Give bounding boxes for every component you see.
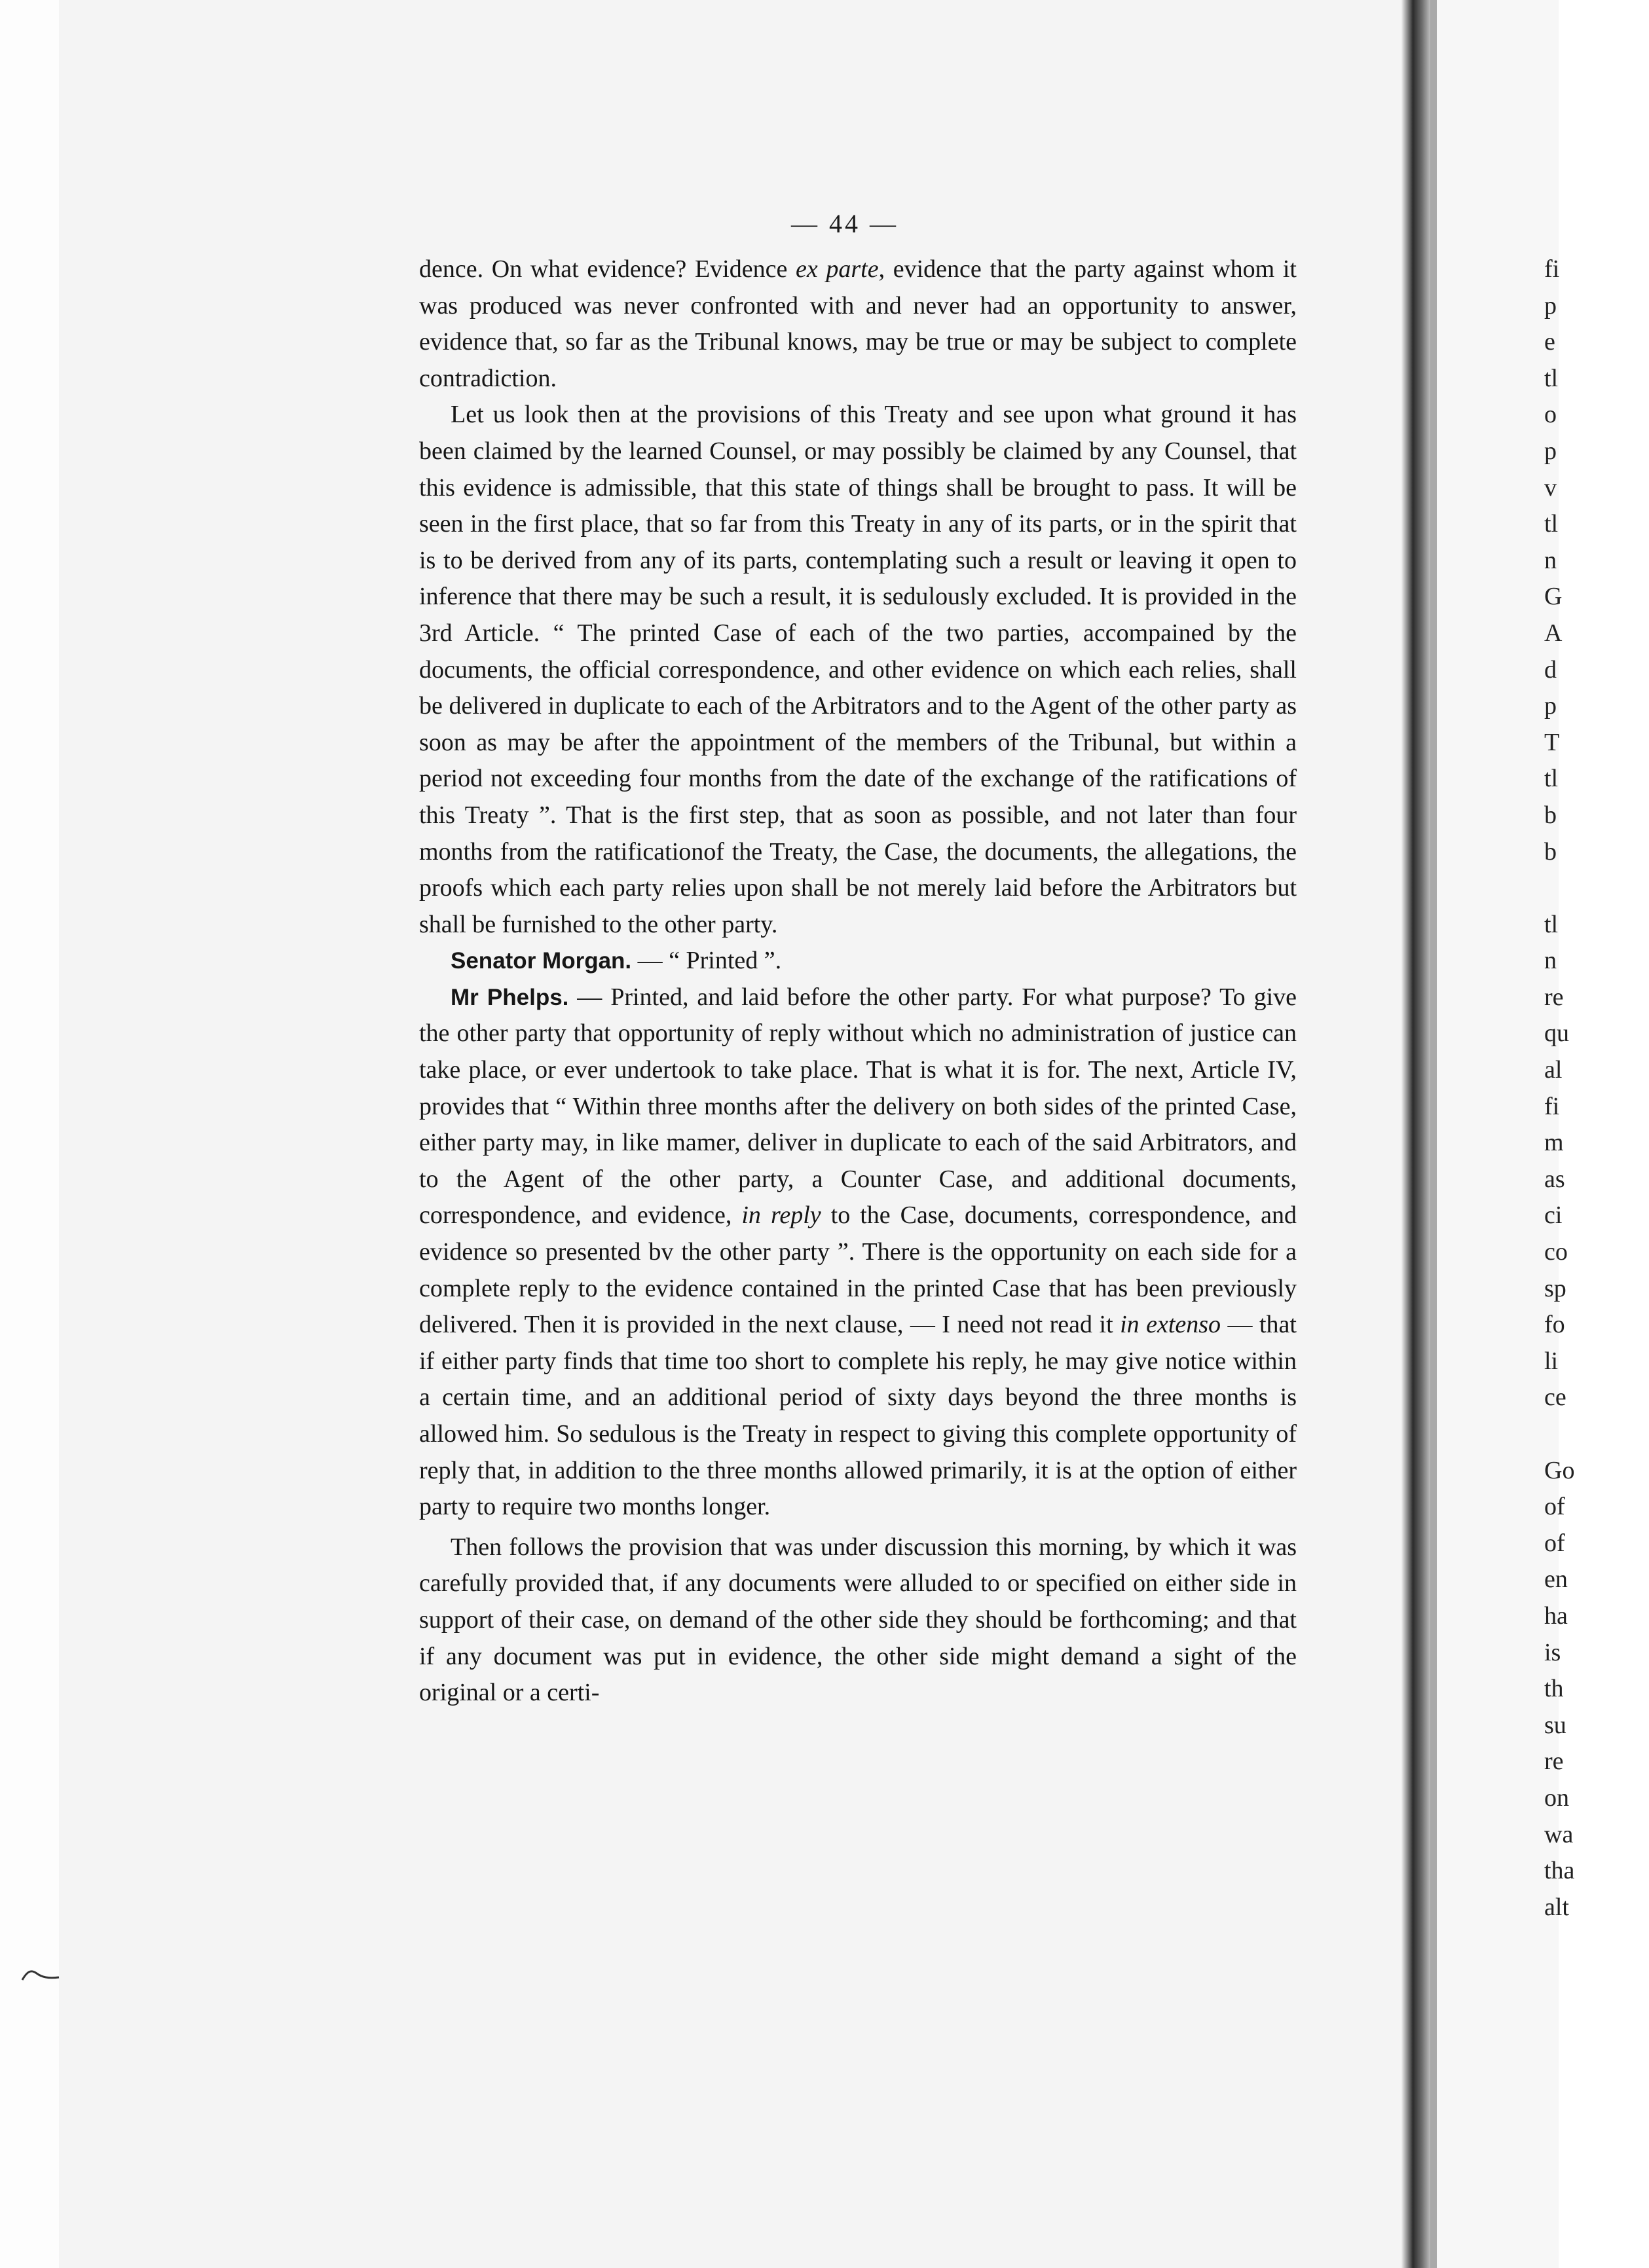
facing-page-fragment: qu xyxy=(1544,1019,1569,1048)
speaker-name: Mr Phelps. xyxy=(451,984,569,1010)
facing-page-fragment: ci xyxy=(1544,1201,1563,1230)
facing-page-fragment: alt xyxy=(1544,1893,1569,1921)
facing-page-fragment: re xyxy=(1544,983,1564,1011)
facing-page-fragment: n xyxy=(1544,947,1557,975)
speaker-name: Senator Morgan. xyxy=(451,948,632,974)
italic-phrase: in extenso xyxy=(1120,1311,1221,1339)
body-text xyxy=(419,251,1297,1711)
paragraph-text: , evidence that the party against whom it was produced was never confronted with and never had an opportunity to answer, evidence that, so far as the Tribunal knows, may be true or may be subject to complete contradiction. xyxy=(419,255,1297,392)
facing-page-fragment: tha xyxy=(1544,1857,1575,1885)
paragraph-provision-discussion: Then follows the provision that was under discussion this morning, by which it was carefully provided that, if any documents were alluded to or specified on either side in support of their case, on demand of the other side they should be forthcoming; and that if any document was put in evidence, the other side might demand a sight of the original or a certi- xyxy=(419,1533,1297,1707)
facing-page-fragment: tl xyxy=(1544,910,1559,938)
facing-page-fragment: b xyxy=(1544,837,1557,866)
facing-page-fragment: li xyxy=(1544,1347,1559,1375)
facing-page-fragment: tl xyxy=(1544,364,1559,392)
margin-ink-mark xyxy=(20,1964,72,1984)
facing-page-fragment: A xyxy=(1544,619,1563,647)
facing-page-fragment: Go xyxy=(1544,1456,1575,1484)
book-gutter xyxy=(1430,0,1437,2268)
facing-page-fragment: m xyxy=(1544,1129,1564,1157)
facing-page-fragment xyxy=(1544,870,1649,907)
facing-page-fragment: fi xyxy=(1544,1092,1560,1120)
speech-text: to the Case, documents, correspondence, and evidence so presented bv the other party ”. There is the opportunity on each side for a complete reply to the evidence contained in the printed Case that has been previously delivered. Then it is provided in the next clause, — I need not read it xyxy=(419,1201,1297,1339)
speech-mr-phelps xyxy=(419,979,1297,1526)
facing-page-fragment: tl xyxy=(1544,765,1559,793)
facing-page-fragment xyxy=(1544,1416,1649,1453)
italic-phrase: ex parte xyxy=(795,255,879,283)
speech-senator-morgan xyxy=(419,943,1297,979)
facing-page-fragment: co xyxy=(1544,1238,1568,1266)
facing-page-fragment: is xyxy=(1544,1638,1561,1666)
facing-page-fragment: fo xyxy=(1544,1311,1565,1339)
facing-page-fragment: p xyxy=(1544,692,1557,720)
facing-page-fragment: su xyxy=(1544,1711,1566,1739)
facing-page-fragment: re xyxy=(1544,1747,1564,1776)
paragraph-text: dence. On what evidence? Evidence xyxy=(419,255,796,283)
facing-page-fragment: n xyxy=(1544,546,1557,574)
facing-page-fragment: b xyxy=(1544,801,1557,829)
facing-page-fragment: as xyxy=(1544,1165,1565,1193)
facing-page-fragment: of xyxy=(1544,1493,1565,1521)
facing-page-fragment: ha xyxy=(1544,1601,1568,1630)
facing-page-fragment: v xyxy=(1544,473,1557,502)
facing-page-fragment: ce xyxy=(1544,1383,1566,1412)
facing-page-fragment: of xyxy=(1544,1529,1565,1557)
page-fold-shadow xyxy=(1401,0,1430,2268)
facing-page-fragment: tl xyxy=(1544,510,1559,538)
facing-page-fragment: on xyxy=(1544,1783,1569,1812)
speech-text: — “ Printed ”. xyxy=(631,947,782,975)
facing-page-fragment: th xyxy=(1544,1675,1564,1703)
facing-page-fragment: en xyxy=(1544,1565,1568,1594)
facing-page-fragment: o xyxy=(1544,401,1557,429)
facing-page-fragment: T xyxy=(1544,728,1560,756)
speech-text: — Printed, and laid before the other party. For what purpose? To give the other party that opportunity of reply without which no administration of justice can take place, or ever undertook to take place. That is what it is for. The next, Article IV, provides that “ Within three months after the delivery on both sides of the printed Case, either party may, in like mamer, deliver in duplicate to each of the said Arbitrators, and to the Agent of the other party, a Counter Case, and additional documents, correspondence, and evidence, xyxy=(419,983,1297,1230)
facing-page-fragment: G xyxy=(1544,583,1563,611)
facing-page-fragment: e xyxy=(1544,328,1555,356)
paragraph-treaty-provisions: Let us look then at the provisions of this Treaty and see upon what ground it has been claimed by the learned Counsel, or may possibly be claimed by any Counsel, that this evidence is admissible, that this state of things shall be brought to pass. It will be seen in the first place, that so far from this Treaty in any of its parts, or in the spirit that is to be derived from any of its parts, contemplating such a result or leaving it open to inference that there may be such a result, it is sedulously excluded. It is provided in the 3rd Article. “ The printed Case of each of the two parties, accompained by the documents, the official correspondence, and other evidence on which each relies, shall be delivered in duplicate to each of the Arbitrators and to the Agent of the other party as soon as may be after the appointment of the members of the Tribunal, but within a period not exceeding four months from the date of the exchange of the ratifications of this Treaty ”. That is the first step, that as soon as possible, and not later than four months from the ratificationof the Treaty, the Case, the documents, the allegations, the proofs which each party relies upon shall be not merely laid before the Arbitrators but shall be furnished to the other party. xyxy=(419,401,1297,938)
facing-page-text xyxy=(1544,251,1649,1926)
facing-page-fragment: p xyxy=(1544,437,1557,465)
page-number: — 44 — xyxy=(791,209,899,238)
facing-page-fragment: d xyxy=(1544,655,1557,684)
facing-page-fragment: fi xyxy=(1544,255,1560,283)
italic-phrase: in reply xyxy=(741,1201,821,1230)
facing-page-fragment: p xyxy=(1544,291,1557,320)
facing-page-fragment: sp xyxy=(1544,1274,1566,1302)
speech-text: — that if either party finds that time too short to complete his reply, he may give notice within a certain time, and an additional period of sixty days beyond the three months is allowed him. So sedulous is the Treaty in respect to giving this complete opportunity of reply that, in addition to the three months allowed primarily, it is at the option of either party to require two months longer. xyxy=(419,1311,1297,1521)
facing-page-fragment: al xyxy=(1544,1056,1563,1084)
paragraph-continuation xyxy=(419,251,1297,397)
facing-page xyxy=(1437,0,1559,2268)
facing-page-fragment: wa xyxy=(1544,1820,1574,1848)
